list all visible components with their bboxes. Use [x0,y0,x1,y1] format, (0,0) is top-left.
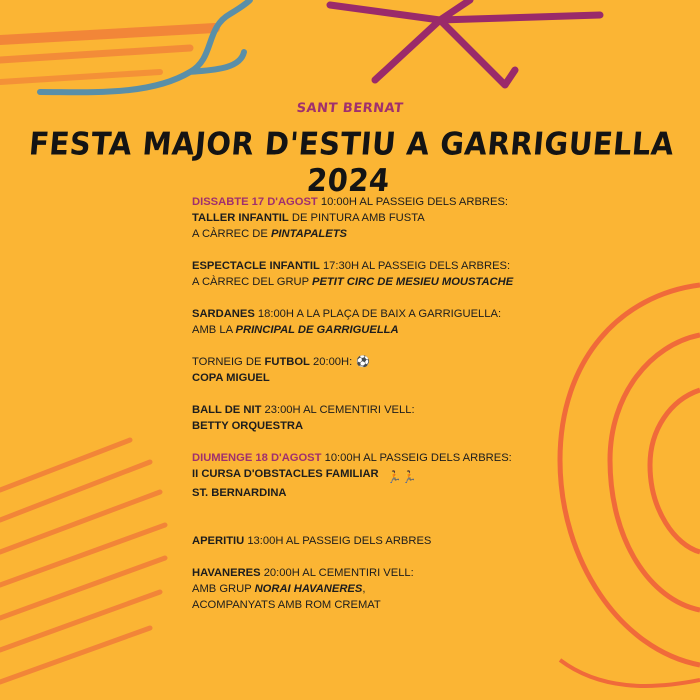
orange-brush-stroke [0,48,190,60]
event-item [192,306,552,338]
event-name: FUTBOL [264,356,310,368]
event-time-place: 17:30H AL PASSEIG DELS ARBRES: [319,260,511,272]
orange-brush-stroke [560,660,700,686]
event-item [192,565,552,613]
subtitle: SANT BERNAT [295,101,405,116]
event-name: APERITIU [192,535,245,547]
event-day: DIUMENGE 18 D'AGOST [192,452,322,464]
running-kids-icon: 🏃🏃 [386,470,417,484]
orange-hatch-lines [0,440,165,682]
event-time-place: 18:00H A LA PLAÇA DE BAIX A GARRIGUELLA: [254,308,502,320]
event-time-place: 10:00H AL PASSEIG DELS ARBRES: [321,452,512,464]
purple-star [330,0,600,85]
event-name: II CURSA D'OBSTACLES FAMILIAR [192,468,379,480]
event-time-place: 10:00H AL PASSEIG DELS ARBRES: [317,196,509,208]
event-performer: ST. BERNARDINA [192,487,287,499]
event-day: DISSABTE 17 D'AGOST [192,196,318,208]
event-time-place: 13:00H AL PASSEIG DELS ARBRES [244,535,432,547]
event-item [192,450,552,501]
event-name: SARDANES [192,308,255,320]
event-item [192,258,552,290]
event-performer: PETIT CIRC DE MESIEU MOUSTACHE [312,276,514,288]
event-performer: PRINCIPAL DE GARRIGUELLA [235,324,399,336]
orange-spiral [610,335,700,610]
event-item [192,402,552,434]
event-detail: A CÀRREC DEL GRUP [192,276,312,288]
event-time-place: 20:00H AL CEMENTIRI VELL: [260,567,414,579]
event-time-place: 20:00H: [309,356,353,368]
event-name: BALL DE NIT [192,404,262,416]
event-detail: ACOMPANYATS AMB ROM CREMAT [192,599,381,611]
event-performer: COPA MIGUEL [192,372,270,384]
event-performer: BETTY ORQUESTRA [192,420,304,432]
page-title: FESTA MAJOR D'ESTIU A GARRIGUELLA 2024 [27,125,676,199]
orange-spiral [650,390,700,552]
orange-brush-stroke [0,72,160,82]
event-detail: A CÀRREC DE [192,228,271,240]
event-detail: TORNEIG DE [192,356,265,368]
orange-brush-stroke [0,28,215,40]
event-performer: NORAI HAVANERES [254,583,363,595]
event-program [192,194,552,613]
event-name: ESPECTACLE INFANTIL [192,260,320,272]
event-item [192,533,552,549]
event-detail: AMB LA [192,324,236,336]
event-performer: PINTAPALETS [270,228,347,240]
event-item [192,354,552,386]
event-detail: , [362,583,366,595]
soccer-ball-icon: ⚽ [356,356,370,368]
event-detail: AMB GRUP [192,583,255,595]
event-name: TALLER INFANTIL [192,212,289,224]
event-name: HAVANERES [192,567,261,579]
event-detail: DE PINTURA AMB FUSTA [288,212,425,224]
event-time-place: 23:00H AL CEMENTIRI VELL: [261,404,415,416]
event-item [192,194,552,242]
